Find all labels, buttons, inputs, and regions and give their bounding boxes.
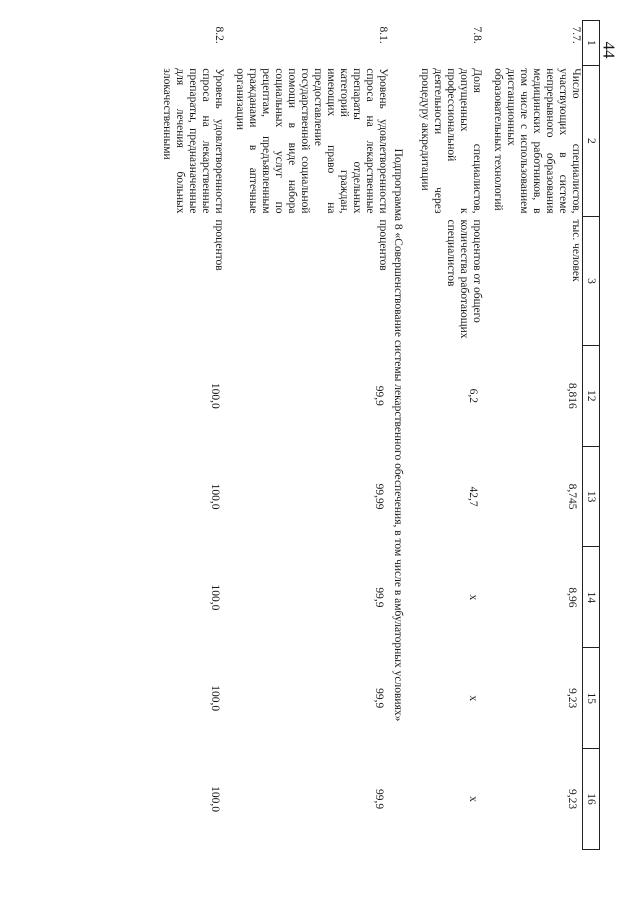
value-13: 100,0 [209,483,221,510]
value-16: 100,0 [209,786,221,812]
header-col-13: 13 [583,446,600,547]
table-row [152,21,225,850]
table-row [410,21,483,850]
unit: процентов [377,219,389,271]
header-col-15: 15 [583,648,600,749]
value-12: 8,816 [566,382,578,409]
value-14: 99,9 [373,587,385,608]
value-13: 8,745 [566,483,578,510]
value-15: 100,0 [209,685,221,712]
header-col-16: 16 [583,749,600,850]
subprogram-row [389,21,410,850]
indicator-name: Уровень удовлетворенности спроса на лекарственные препараты, предназначенные для лечения больных злокачественными [161,68,225,214]
value-14: 8,96 [566,587,578,608]
row-number: 8.2. [213,26,225,44]
value-12: 6,2 [467,388,479,403]
indicators-table [152,20,600,850]
header-col-12: 12 [583,345,600,446]
value-16: x [467,796,479,802]
unit: тыс. человек [570,219,582,282]
unit: процентов [213,219,225,271]
page-number: 44 [599,41,619,59]
value-13: 99,99 [373,483,385,510]
value-12: 99,9 [373,385,385,406]
value-15: x [467,695,479,702]
table-header-row [583,21,600,850]
indicator-name: Доля специалистов, допущенных к профессиональной деятельности через процедуру аккредитации [419,68,483,214]
value-12: 100,0 [209,382,221,409]
table-row [225,21,389,850]
indicator-name: Число специалистов, участвующих в системе непрерывного образования медицинских работников, в том числе с использованием дистанционных образовательных технологий [492,68,582,214]
header-col-2: 2 [583,65,600,216]
value-16: 9,23 [566,788,578,810]
value-13: 42,7 [467,486,479,507]
row-number: 7.7. [570,26,582,44]
value-16: 99,9 [373,788,385,810]
value-15: 9,23 [566,688,578,709]
row-number: 8.1. [377,26,389,44]
unit: процентов от общего количества работающих специалистов [445,219,483,339]
row-number: 7.8. [471,26,483,44]
indicator-name: Уровень удовлетворенности спроса на лекарственные препараты отдельных категорий граждан, имеющих право на предоставление государственной социальной помощи в виде набора социальных услуг по рецептам, предъявленным гражданами в аптечные организации [234,68,389,214]
value-15: 99,9 [373,688,385,709]
header-col-3: 3 [583,217,600,346]
value-14: x [467,594,479,601]
header-col-14: 14 [583,547,600,648]
rotated-table-area [40,20,600,850]
value-14: 100,0 [209,584,221,611]
subprogram-title: Подпрограмма 8 «Совершенствование системы лекарственного обеспечения, в том числе в амбулаторных условиях» [392,148,404,722]
header-col-1: 1 [583,21,600,66]
table-row [483,21,583,850]
